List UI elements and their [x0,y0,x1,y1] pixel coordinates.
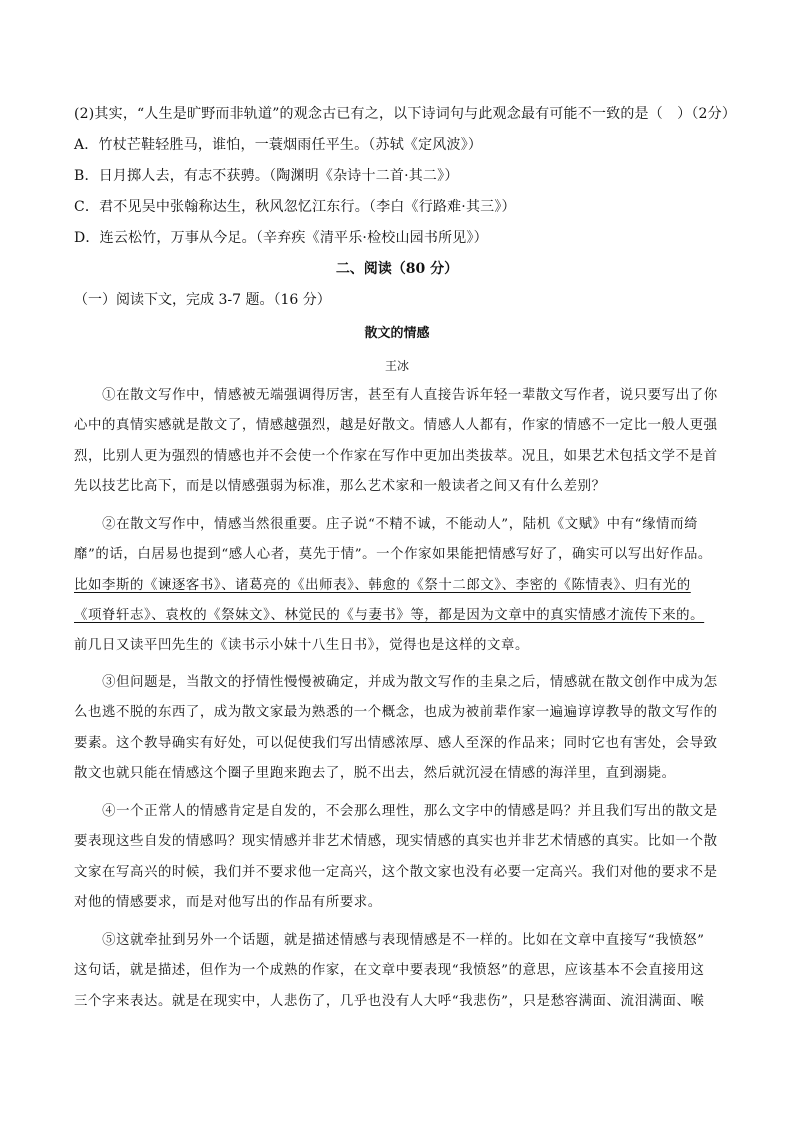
essay-author: 王冰 [384,359,409,373]
paragraph-line: ⑤这就牵扯到另外一个话题，就是描述情感与表现情感是不一样的。比如在文章中直接写“我愤怒” [102,933,705,948]
paragraph-3 [74,668,724,789]
option-c: C．君不见吴中张翰称达生，秋风忽忆江东行。（李白《行路难·其三》） [74,199,516,215]
essay-title: 散文的情感 [364,326,430,341]
paragraph-2 [74,510,724,661]
paragraph-line: 心中的真情实感就是散文了，情感越强烈，越是好散文。情感人人都有，作家的情感不一定比一般人更强 [74,418,718,434]
option-a: A．竹杖芒鞋轻胜马，谁怕，一蓑烟雨任平生。（苏轼《定风波》） [74,137,483,153]
option-b: B．日月掷人去，有志不获骋。（陶渊明《杂诗十二首·其二》） [74,168,459,184]
paragraph-4 [74,797,724,918]
paragraph-line: 先以技艺比高下，而是以情感强弱为标准，那么艺术家和一般读者之间又有什么差别？ [74,478,606,494]
paragraph-line: 散文也就只能在情感这个圈子里跑来跑去了，脱不出去，然后就沉浸在情感的海洋里，直到溺毙。 [74,765,676,781]
underlined-line: 比如李斯的《谏逐客书》、诸葛亮的《出师表》、韩愈的《祭十二郎文》、李密的《陈情表》、归有光的 [74,577,691,593]
question-stem: (2)其实，“人生是旷野而非轨道”的观念古已有之，以下诗词句与此观念最有可能不一致的是（ ）（2分） [74,106,737,122]
paragraph-line: 要表现这些自发的情感吗？现实情感并非艺术情感，现实情感的真实也并非艺术情感的真实。比如一个散 [74,834,718,850]
paragraph-line: ①在散文写作中，情感被无端强调得厉害，甚至有人直接告诉年轻一辈散文写作者，说只要写出了你 [102,388,718,403]
option-d: D．连云松竹，万事从今足。（辛弃疾《清平乐·检校山园书所见》） [74,230,488,246]
paragraph-line: 三个字来表达。就是在现实中，人悲伤了，几乎也没有人大呼“我悲伤”，只是愁容满面、流泪满面、喉 [74,993,705,1009]
section-instruction: （一）阅读下文，完成 3-7 题。（16 分） [74,292,331,308]
paragraph-line: 么也逃不脱的东西了，成为散文家最为熟悉的一个概念，也成为被前辈作家一遍遍谆谆教导的散文写作的 [74,705,718,721]
paragraph-5 [74,926,724,1017]
section-heading: 二、阅读（80 分） [335,261,459,277]
paragraph-line: 前几日又读平凹先生的《读书示小妹十八生日书》，觉得也是这样的文章。 [74,638,529,654]
paragraph-1 [74,381,724,502]
underlined-line: 《项脊轩志》、袁枚的《祭妹文》、林觉民的《与妻书》等，都是因为文章中的真实情感才流传下来的。 [74,607,705,623]
paragraph-line: ②在散文写作中，情感当然很重要。庄子说“不精不诚，不能动人”，陆机《文赋》中有“缘情而绮 [102,517,699,532]
paragraph-line: 靡”的话，白居易也提到“感人心者，莫先于情”。一个作家如果能把情感写好了，确实可以写出好作品。 [74,547,712,563]
paragraph-line: 对他的情感要求，而是对他写出的作品有所要求。 [74,894,382,910]
paragraph-line: ③但问题是，当散文的抒情性慢慢被确定，并成为散文写作的圭臬之后，情感就在散文创作中成为怎 [102,675,718,690]
paragraph-line: 烈，比别人更为强烈的情感也并不会使一个作家在写作中更加出类拔萃。况且，如果艺术包括文学不是首 [74,448,718,464]
paragraph-line: 这句话，就是描述，但作为一个成熟的作家，在文章中要表现“我愤怒”的意思，应该基本不会直接用这 [74,963,705,979]
paragraph-line: ④一个正常人的情感肯定是自发的，不会那么理性，那么文字中的情感是吗？并且我们写出的散文是 [102,804,718,819]
paragraph-line: 要素。这个教导确实有好处，可以促使我们写出情感浓厚、感人至深的作品来；同时它也有害处，会导致 [74,735,718,751]
paragraph-line: 文家在写高兴的时候，我们并不要求他一定高兴，这个散文家也没有必要一定高兴。我们对他的要求不是 [74,864,718,880]
